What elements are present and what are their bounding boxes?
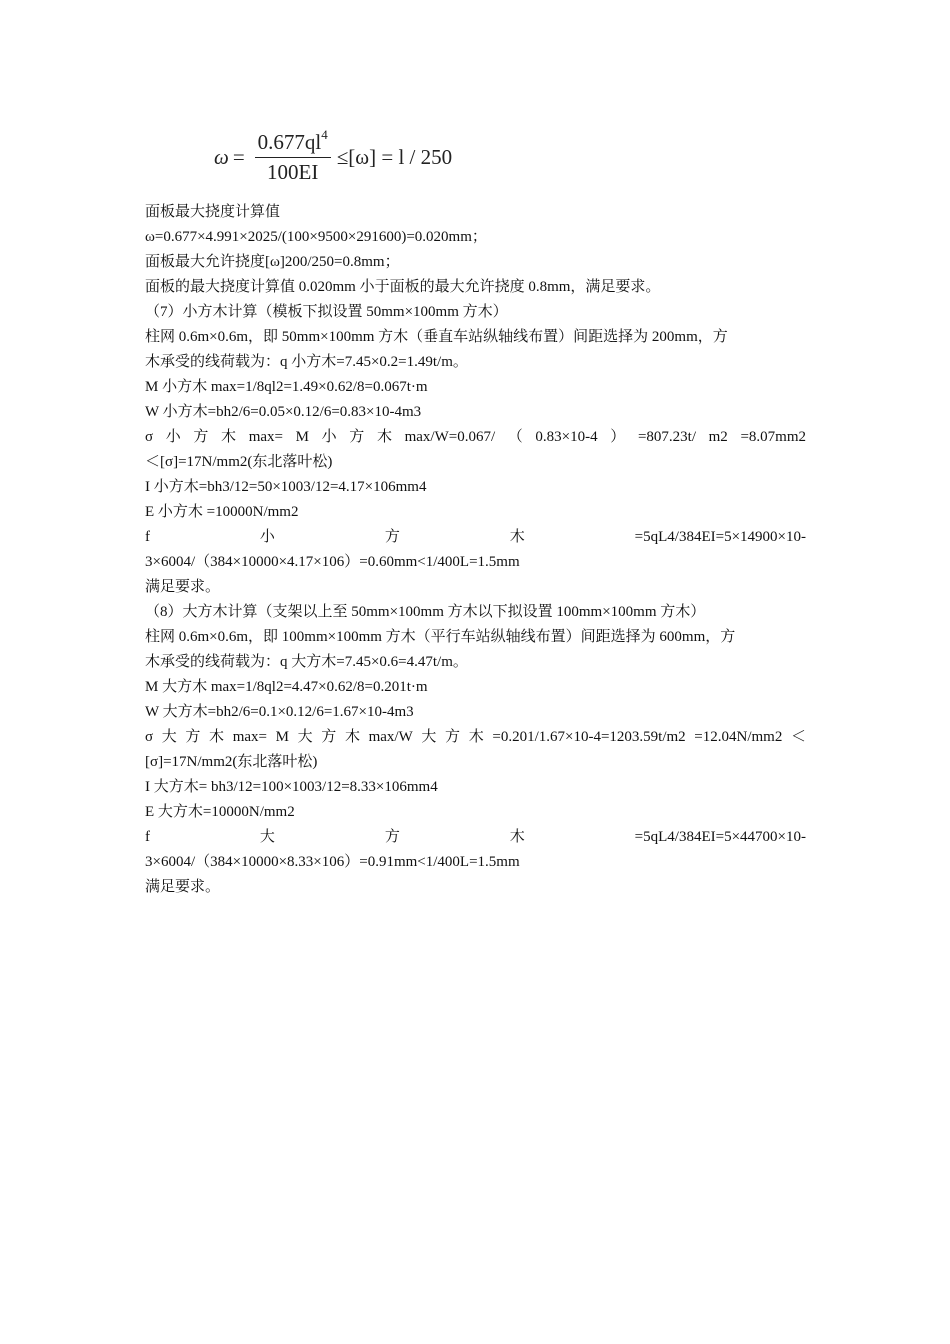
- text-segment: =0.201/1.67×10-4=1203.59t/m2: [492, 729, 686, 745]
- text-line: [145, 475, 806, 500]
- text-segment: I 大方木= bh3/12=100×1003/12=8.33×106mm4: [145, 779, 438, 795]
- text-segment: 小: [165, 429, 181, 445]
- text-line: [145, 725, 806, 750]
- text-segment: 面板最大挠度计算值: [145, 204, 281, 220]
- text-segment: 3×6004/（384×10000×8.33×106）=0.91mm<1/400L=1.5mm: [145, 854, 520, 870]
- text-segment: 小: [321, 429, 337, 445]
- text-segment: ＜: [790, 729, 806, 745]
- text-line: [145, 800, 806, 825]
- text-segment: =5qL4/384EI=5×44700×10-: [634, 829, 806, 845]
- text-segment: M 小方木 max=1/8ql2=1.49×0.62/8=0.067t·m: [145, 379, 428, 395]
- text-segment: f: [145, 829, 150, 845]
- text-segment: ）: [610, 429, 626, 445]
- text-segment: =12.04N/mm2: [694, 729, 783, 745]
- text-segment: 面板最大允许挠度[ω]200/250=0.8mm；: [145, 254, 400, 270]
- text-line: [145, 350, 806, 375]
- deflection-formula: [214, 126, 452, 188]
- text-segment: ω=0.677×4.991×2025/(100×9500×291600)=0.020mm；: [145, 229, 487, 245]
- text-segment: 方: [445, 729, 461, 745]
- text-segment: 满足要求。: [145, 579, 221, 595]
- formula-numerator: [255, 126, 331, 157]
- text-segment: （8）大方木计算（支架以上至 50mm×100mm 方木以下拟设置 100mm×100mm 方木）: [145, 604, 706, 620]
- text-segment: 方: [349, 429, 365, 445]
- text-segment: M: [275, 729, 289, 745]
- body-text: [145, 200, 806, 900]
- text-segment: 方: [193, 429, 209, 445]
- text-line: [145, 550, 806, 575]
- text-line: [145, 650, 806, 675]
- text-segment: [σ]=17N/mm2(东北落叶松): [145, 754, 318, 770]
- formula-equals: =: [232, 144, 245, 169]
- text-segment: 小: [259, 529, 275, 545]
- text-line: [145, 525, 806, 550]
- text-segment: 木承受的线荷载为：q 大方木=7.45×0.6=4.47t/m。: [145, 654, 468, 670]
- text-segment: σ: [145, 729, 154, 745]
- text-segment: m2: [708, 429, 728, 445]
- text-line: [145, 825, 806, 850]
- text-segment: =8.07mm2: [740, 429, 806, 445]
- text-segment: 面板的最大挠度计算值 0.020mm 小于面板的最大允许挠度 0.8mm，满足要求。: [145, 279, 661, 295]
- text-line: [145, 775, 806, 800]
- text-line: [145, 575, 806, 600]
- text-segment: σ: [145, 429, 154, 445]
- text-line: [145, 750, 806, 775]
- text-segment: 木: [376, 429, 392, 445]
- text-segment: 大: [259, 829, 275, 845]
- text-segment: 木: [209, 729, 225, 745]
- text-line: [145, 400, 806, 425]
- text-segment: =807.23t/: [637, 429, 696, 445]
- text-segment: 柱网 0.6m×0.6m，即 50mm×100mm 方木（垂直车站纵轴线布置）间距选择为 200mm，方: [145, 329, 728, 345]
- text-line: [145, 200, 806, 225]
- text-line: [145, 375, 806, 400]
- text-segment: 3×6004/（384×10000×4.17×106）=0.60mm<1/400L=1.5mm: [145, 554, 520, 570]
- text-segment: E 大方木=10000N/mm2: [145, 804, 295, 820]
- text-line: [145, 500, 806, 525]
- text-line: [145, 450, 806, 475]
- text-segment: 木: [509, 829, 525, 845]
- formula-numerator-text: 0.677ql: [257, 129, 322, 154]
- text-line: [145, 325, 806, 350]
- text-segment: 木: [468, 729, 484, 745]
- text-segment: 大: [297, 729, 313, 745]
- formula-lhs: ω: [214, 144, 229, 169]
- text-segment: 方: [185, 729, 201, 745]
- text-segment: 柱网 0.6m×0.6m，即 100mm×100mm 方木（平行车站纵轴线布置）间距选择为 600mm，方: [145, 629, 736, 645]
- text-segment: W 大方木=bh2/6=0.1×0.12/6=1.67×10-4m3: [145, 704, 414, 720]
- text-line: [145, 300, 806, 325]
- text-line: [145, 600, 806, 625]
- text-segment: I 小方木=bh3/12=50×1003/12=4.17×106mm4: [145, 479, 427, 495]
- formula-rhs: ≤[ω] = l / 250: [336, 144, 453, 169]
- text-segment: max=: [232, 729, 267, 745]
- text-segment: 大: [161, 729, 177, 745]
- text-line: [145, 275, 806, 300]
- text-segment: =5qL4/384EI=5×14900×10-: [634, 529, 806, 545]
- text-segment: 方: [384, 829, 400, 845]
- text-line: [145, 700, 806, 725]
- text-segment: max/W: [368, 729, 413, 745]
- text-segment: 0.83×10-4: [535, 429, 598, 445]
- formula-denominator: 100EI: [267, 160, 319, 185]
- text-line: [145, 250, 806, 275]
- text-line: [145, 225, 806, 250]
- text-segment: 木: [509, 529, 525, 545]
- formula-numerator-exponent: 4: [321, 126, 328, 142]
- text-line: [145, 675, 806, 700]
- text-line: [145, 425, 806, 450]
- text-segment: 木: [344, 729, 360, 745]
- text-segment: （7）小方木计算（模板下拟设置 50mm×100mm 方木）: [145, 304, 508, 320]
- text-segment: （: [507, 429, 523, 445]
- text-segment: 满足要求。: [145, 879, 221, 895]
- formula-fraction: [255, 126, 331, 186]
- text-segment: 木: [221, 429, 237, 445]
- text-segment: M: [295, 429, 309, 445]
- text-line: [145, 850, 806, 875]
- text-segment: ＜[σ]=17N/mm2(东北落叶松): [145, 454, 333, 470]
- text-segment: 大: [421, 729, 437, 745]
- text-segment: M 大方木 max=1/8ql2=4.47×0.62/8=0.201t·m: [145, 679, 428, 695]
- text-segment: max=: [248, 429, 283, 445]
- text-segment: 方: [384, 529, 400, 545]
- text-segment: W 小方木=bh2/6=0.05×0.12/6=0.83×10-4m3: [145, 404, 422, 420]
- text-line: [145, 875, 806, 900]
- text-segment: f: [145, 529, 150, 545]
- text-segment: 方: [321, 729, 337, 745]
- text-segment: E 小方木 =10000N/mm2: [145, 504, 299, 520]
- text-segment: 木承受的线荷载为：q 小方木=7.45×0.2=1.49t/m。: [145, 354, 468, 370]
- text-line: [145, 625, 806, 650]
- text-segment: max/W=0.067/: [404, 429, 496, 445]
